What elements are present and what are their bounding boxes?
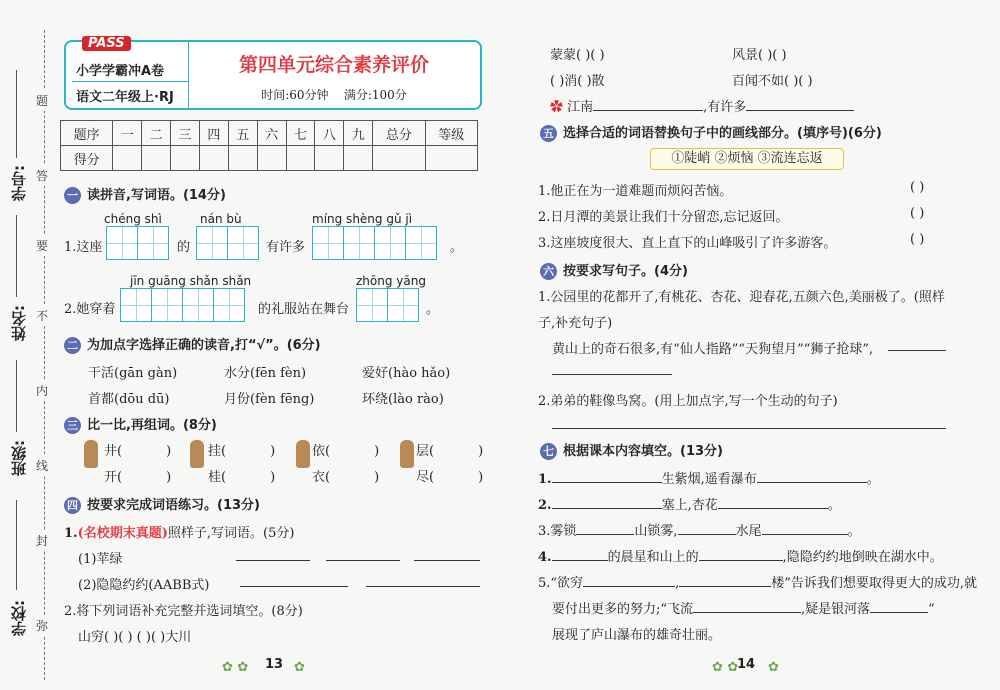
question-body: 照样子,写词语。(5分): [167, 526, 295, 541]
section-title: 根据课本内容填空。(13分): [563, 444, 723, 459]
score-table: [60, 120, 478, 171]
table-cell: 八: [315, 121, 344, 146]
example-sentence: 黄山上的奇石很多,有“仙人指路”“天狗望月”“狮子抢球”,: [552, 342, 874, 357]
class-label: 班级:: [10, 440, 28, 476]
answer-blank[interactable]: [699, 560, 783, 561]
answer-blank[interactable]: [552, 508, 662, 509]
answer-blank[interactable]: [593, 110, 703, 111]
sprout-icon: ✿: [768, 660, 779, 675]
section-number: 五: [540, 125, 557, 142]
answer-blank[interactable]: [236, 560, 310, 561]
table-cell: 六: [257, 121, 286, 146]
section-number: 四: [64, 497, 81, 514]
question-body: 的晨星和山上的: [607, 550, 699, 565]
page-number-left: 13: [265, 657, 284, 672]
section-number: 二: [64, 337, 81, 354]
section-2-header: [64, 334, 321, 354]
question-text: 。: [450, 240, 464, 255]
writing-grid[interactable]: [196, 226, 259, 260]
table-row: [61, 121, 478, 146]
section-title: 比一比,再组词。(8分): [87, 418, 217, 433]
question-number: 1.: [538, 472, 552, 487]
answer-blank[interactable]: [718, 508, 828, 509]
sprout-icon: ✿: [294, 660, 305, 675]
compare-item: [208, 440, 275, 459]
section-number: 三: [64, 417, 81, 434]
exam-meta: [188, 86, 480, 103]
question-text: 。: [426, 302, 440, 317]
score-input[interactable]: [373, 146, 425, 171]
seal-char: 内: [36, 380, 48, 401]
section-5-header: [540, 122, 882, 142]
exam-tag: (名校期末真题): [77, 526, 168, 541]
question-body: 3.雾锁: [538, 524, 577, 539]
score-input[interactable]: [199, 146, 228, 171]
question-body: 。: [847, 524, 861, 539]
compare-item: [208, 466, 275, 485]
binding-margin: [0, 0, 60, 690]
idiom-fill[interactable]: 蒙蒙( )( ): [550, 48, 605, 63]
question-text: (1)苹绿: [78, 552, 123, 567]
question-text: (2)隐隐约约(AABB式): [78, 578, 210, 593]
section-title: 读拼音,写词语。(14分): [87, 188, 226, 203]
student-id-label: 学号:: [10, 165, 28, 201]
paren-close: ): [374, 470, 380, 485]
answer-blank[interactable]: [693, 612, 801, 613]
answer-blank[interactable]: [757, 482, 867, 483]
compare-char: 衣(: [312, 470, 331, 485]
table-cell: 二: [142, 121, 171, 146]
answer-blank[interactable]: [552, 482, 662, 483]
exam-header: [64, 36, 482, 110]
question-body: ,疑是银河落: [801, 602, 871, 617]
question-text: 1.这座: [64, 240, 103, 255]
class-line: [16, 360, 17, 432]
section-4-header: [64, 494, 260, 514]
table-row: [61, 146, 478, 171]
question-body: ,有许多: [703, 100, 747, 115]
table-cell: 总分: [373, 121, 425, 146]
school-label: 学校:: [10, 600, 28, 636]
seal-char: 封: [36, 530, 48, 551]
compare-item: [104, 440, 171, 459]
seal-char: 题: [36, 90, 48, 111]
question-body: 生紫烟,遥看瀑布: [661, 472, 757, 487]
question-text: [64, 522, 294, 541]
answer-blank[interactable]: [366, 586, 480, 587]
question-body: 水尾: [735, 524, 762, 539]
question-body: 江南: [567, 100, 594, 115]
answer-blank[interactable]: [583, 586, 675, 587]
question-body: 。: [827, 498, 841, 513]
question-number: 2.: [538, 498, 552, 513]
answer-blank[interactable]: [679, 586, 771, 587]
answer-blank[interactable]: [414, 560, 480, 561]
name-label: 姓名:: [10, 305, 28, 341]
compare-char: 开(: [104, 470, 123, 485]
divider: [72, 81, 188, 82]
question-text: 3.这座坡度很大、直上直下的山峰吸引了许多游客。: [538, 236, 837, 251]
score-input[interactable]: [113, 146, 142, 171]
answer-blank[interactable]: [870, 612, 928, 613]
table-cell: 四: [199, 121, 228, 146]
compare-char: 依(: [312, 444, 331, 459]
reading-choice[interactable]: 水分(fēn fèn): [224, 366, 307, 381]
sprout-icon: ✿ ✿: [222, 660, 249, 675]
answer-blank[interactable]: [326, 560, 400, 561]
writing-grid[interactable]: [120, 288, 245, 322]
question-text: 2.日月潭的美景让我们十分留恋,忘记返回。: [538, 210, 789, 225]
pinyin: míng shèng gǔ jì: [312, 212, 413, 226]
seal-char: 答: [36, 165, 48, 186]
name-line: [16, 215, 17, 297]
paren-close: ): [270, 470, 276, 485]
idiom-fill[interactable]: ( )消( )散: [550, 74, 605, 89]
fill-line: [538, 494, 841, 513]
paren-close: ): [374, 444, 380, 459]
idiom-fill[interactable]: 百闻不如( )( ): [732, 74, 813, 89]
question-body: 楼”告诉我们想要取得更大的成功,就: [771, 576, 977, 591]
question-body: 塞上,杏花: [661, 498, 718, 513]
compare-char: 井(: [104, 444, 123, 459]
section-number: 六: [540, 263, 557, 280]
section-title: 按要求完成词语练习。(13分): [87, 498, 260, 513]
question-text: 2.将下列词语补充完整并选词填空。(8分): [64, 604, 303, 619]
section-number: 一: [64, 187, 81, 204]
seal-char: 要: [36, 235, 48, 256]
score-input[interactable]: [315, 146, 344, 171]
fill-line: [538, 520, 861, 539]
time-limit: 时间:60分钟: [261, 88, 329, 102]
pinyin: zhōng yāng: [356, 274, 426, 288]
cartoon-boy-icon: [400, 440, 414, 468]
question-text: 1.公园里的花都开了,有桃花、杏花、迎春花,五颜六色,美丽极了。(照样: [538, 290, 945, 305]
question-body: 要付出更多的努力;“飞流: [552, 602, 694, 617]
answer-blank[interactable]: [240, 586, 348, 587]
question-text: 的: [177, 240, 191, 255]
reading-choice[interactable]: 干活(gān gàn): [88, 366, 178, 381]
compare-item: [312, 440, 379, 459]
compare-char: 桂(: [208, 470, 227, 485]
page-title: 第四单元综合素养评价: [238, 54, 429, 76]
reading-choice[interactable]: 首都(dōu dū): [88, 392, 170, 407]
section-number: 七: [540, 443, 557, 460]
score-input[interactable]: [286, 146, 315, 171]
question-text: 的礼服站在舞台: [258, 302, 350, 317]
compare-char: 层(: [416, 444, 435, 459]
question-number: 4.: [538, 550, 552, 565]
cartoon-boy-icon: [84, 440, 98, 468]
answer-blank[interactable]: [552, 374, 672, 375]
answer-blank[interactable]: [552, 560, 608, 561]
table-cell: 三: [171, 121, 200, 146]
paren-close: ): [478, 470, 484, 485]
seal-char: 不: [36, 305, 48, 326]
question-text: 2.弟弟的鞋像鸟窝。(用上加点字,写一个生动的句子): [538, 394, 838, 409]
table-cell: 题序: [61, 121, 113, 146]
score-input[interactable]: [425, 146, 477, 171]
page-number-right: 14: [737, 657, 756, 672]
section-1-header: [64, 184, 226, 204]
question-number: 1.: [64, 526, 78, 541]
score-input[interactable]: [257, 146, 286, 171]
pinyin: jīn guāng shǎn shǎn: [130, 274, 252, 288]
reading-choice[interactable]: 环绕(lào rào): [362, 392, 444, 407]
writing-grid[interactable]: [106, 226, 169, 260]
question-text: 有许多: [266, 240, 306, 255]
paren-close: ): [478, 444, 484, 459]
answer-paren[interactable]: ( ): [910, 206, 925, 221]
reading-choice[interactable]: 月份(fèn fēng): [224, 392, 315, 407]
answer-blank[interactable]: [762, 534, 848, 535]
question-text: 1.他正在为一道难题而烦闷苦恼。: [538, 184, 733, 199]
fill-line: [552, 598, 935, 617]
table-cell: 等级: [425, 121, 477, 146]
answer-blank[interactable]: [678, 534, 736, 535]
compare-item: [104, 466, 171, 485]
cartoon-boy-icon: [190, 440, 204, 468]
answer-paren[interactable]: ( ): [910, 180, 925, 195]
section-title: 选择合适的词语替换句子中的画线部分。(填序号)(6分): [563, 126, 882, 141]
section-3-header: [64, 414, 217, 434]
compare-char: 尽(: [416, 470, 435, 485]
fill-line: [538, 468, 880, 487]
fill-line: [538, 546, 943, 565]
question-text: 子,补充句子): [538, 316, 613, 331]
compare-item: [416, 466, 483, 485]
word-options-box: ①陡峭 ②烦恼 ③流连忘返: [650, 148, 844, 170]
table-cell: 一: [113, 121, 142, 146]
flower-icon: ✿: [550, 100, 564, 115]
school-line: [16, 500, 17, 590]
score-input[interactable]: [142, 146, 171, 171]
answer-blank[interactable]: [888, 350, 946, 351]
answer-blank[interactable]: [746, 110, 854, 111]
seal-char: 线: [36, 455, 48, 476]
compare-item: [416, 440, 483, 459]
question-body: ,: [675, 576, 680, 591]
question-body: 山锁雾,: [634, 524, 678, 539]
section-6-header: [540, 260, 688, 280]
reading-choice[interactable]: 爱好(hào hǎo): [362, 366, 451, 381]
pinyin: chéng shì: [104, 212, 162, 226]
table-cell: 九: [344, 121, 373, 146]
score-input[interactable]: [228, 146, 257, 171]
paren-close: ): [166, 470, 172, 485]
compare-char: 挂(: [208, 444, 227, 459]
compare-item: [312, 466, 379, 485]
answer-blank[interactable]: [576, 534, 634, 535]
question-text: 展现了庐山瀑布的雄奇壮丽。: [552, 628, 722, 643]
section-7-header: [540, 440, 723, 460]
table-cell: 五: [228, 121, 257, 146]
book-subtitle: 语文二年级上·RJ: [76, 90, 174, 105]
paren-close: ): [270, 444, 276, 459]
score-input[interactable]: [344, 146, 373, 171]
sprout-icon: ✿ ✿: [712, 660, 739, 675]
question-text: 2.她穿着: [64, 302, 116, 317]
fill-idiom-line[interactable]: 山穷( )( ) ( )( )大川: [78, 630, 192, 645]
question-body: ”: [928, 602, 935, 617]
cartoon-boy-icon: [296, 440, 310, 468]
fill-line: [538, 572, 977, 591]
writing-grid[interactable]: [356, 288, 419, 322]
answer-paren[interactable]: ( ): [910, 232, 925, 247]
paren-close: ): [166, 444, 172, 459]
pinyin: nán bù: [200, 212, 242, 226]
question-body: ,隐隐约约地倒映在湖水中。: [782, 550, 943, 565]
table-cell: 得分: [61, 146, 113, 171]
pass-logo: PASS: [82, 36, 131, 51]
section-title: 为加点字选择正确的读音,打“√”。(6分): [87, 338, 321, 353]
seal-char: 弥: [36, 615, 48, 636]
table-cell: 七: [286, 121, 315, 146]
question-text: [550, 96, 854, 115]
score-input[interactable]: [171, 146, 200, 171]
writing-grid[interactable]: [312, 226, 437, 260]
answer-blank[interactable]: [552, 428, 946, 429]
section-title: 按要求写句子。(4分): [563, 264, 688, 279]
book-title: 小学学霸冲A卷: [76, 64, 165, 79]
question-body: 。: [866, 472, 880, 487]
seal-dashed-line: [44, 30, 45, 680]
question-body: 5.“欲穷: [538, 576, 584, 591]
student-id-line: [16, 70, 17, 158]
idiom-fill[interactable]: 风景( )( ): [732, 48, 787, 63]
full-score: 满分:100分: [343, 88, 407, 102]
